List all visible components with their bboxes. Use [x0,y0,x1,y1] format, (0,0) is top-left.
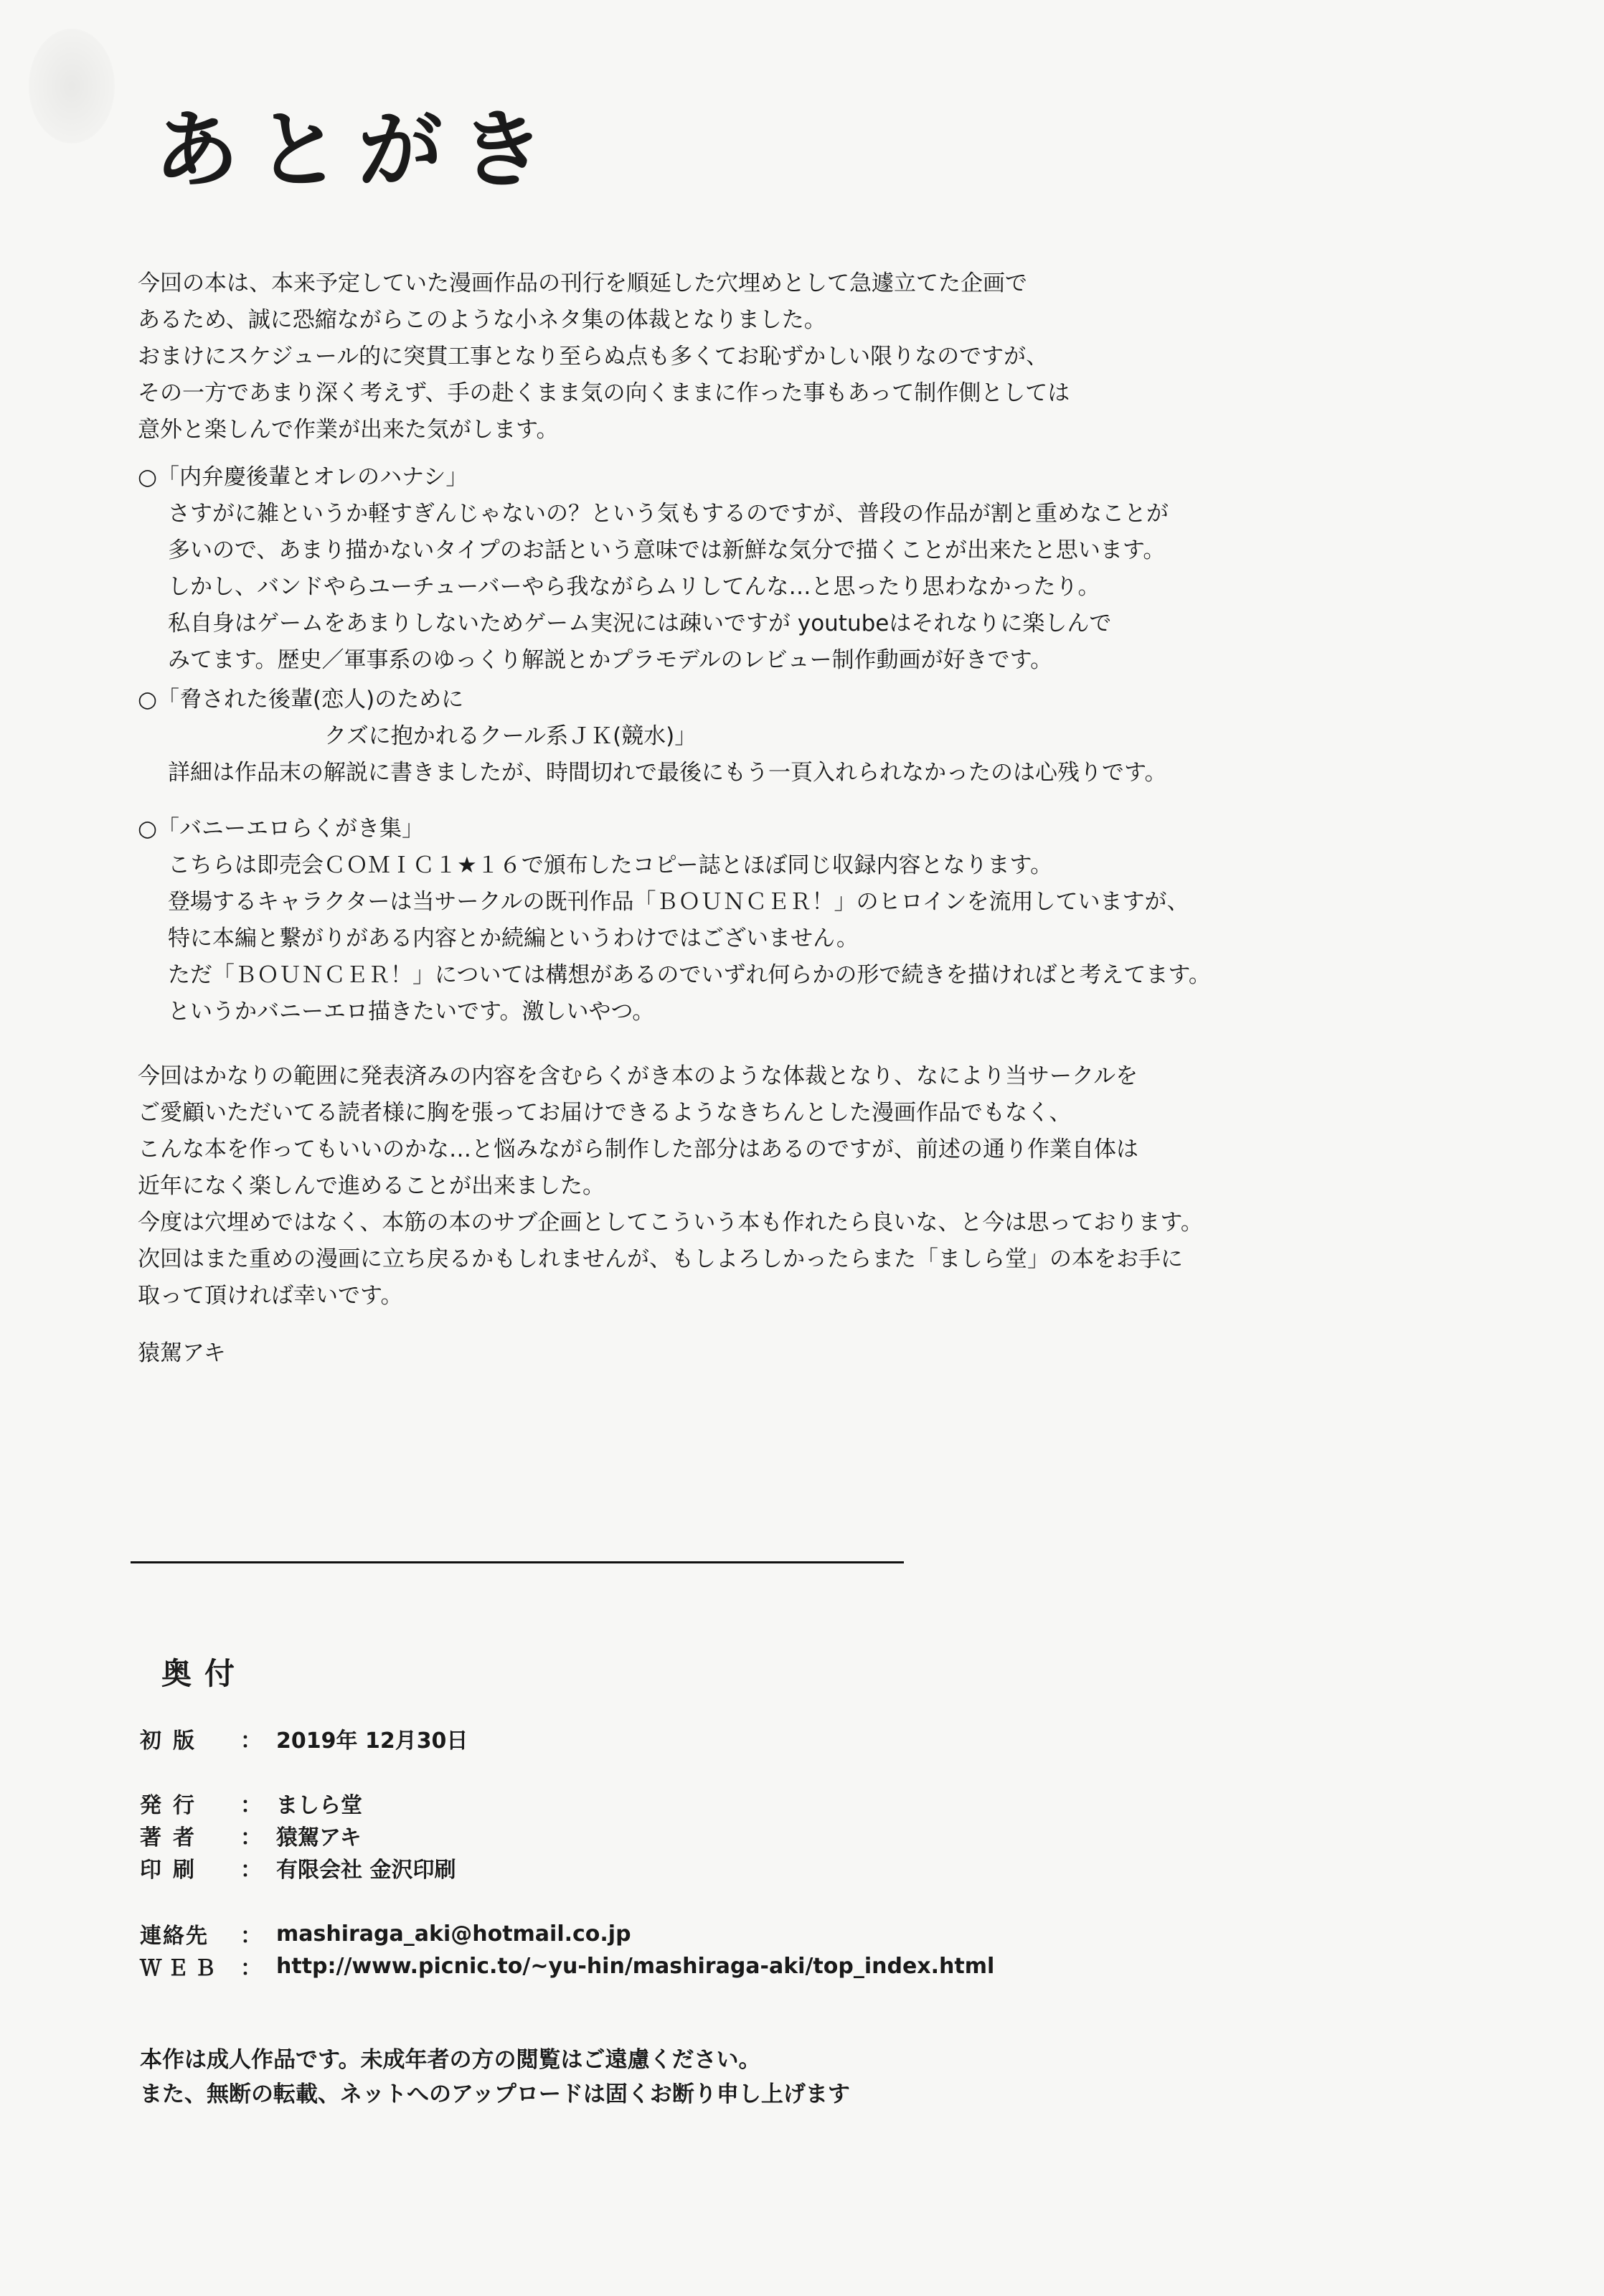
reprint-notice: また、無断の転載、ネットへのアップロードは固くお断り申し上げます [140,2081,850,2107]
contact-label: 連絡先 [140,1924,209,1949]
author-label: 著者 [140,1825,206,1850]
colophon-row-contact [140,1917,631,1950]
printer-label: 印刷 [140,1858,206,1883]
publisher-label: 発行 [140,1793,206,1818]
printer-name: 有限会社 金沢印刷 [276,1858,456,1883]
colophon-row-printer [140,1851,456,1884]
colophon-row-publisher [140,1787,362,1820]
section-line: というかバニーエロ描きたいです。激しいやつ。 [168,999,655,1025]
section-naibenkei [138,459,1501,679]
section-line: 私自身はゲームをあまりしないためゲーム実況には疎いですが youtubeはそれなりに楽しんで [168,611,1112,636]
closing-line: こんな本を作ってもいいのかな…と悩みながら制作した部分はあるのですが、前述の通り作業自体は [138,1137,1138,1162]
colophon-row-author [140,1819,362,1852]
contact-email[interactable]: mashiraga_aki@hotmail.co.jp [276,1921,631,1947]
section-line: 特に本編と繋がりがある内容とか続編というわけではございません。 [168,926,859,951]
web-label: ＷＥＢ [140,1956,222,1981]
separator: ： [240,1924,262,1949]
closing-line: ご愛顧いただいてる読者様に胸を張ってお届けできるようなきちんとした漫画作品でもなく、 [138,1100,1072,1126]
section-title-continued: クズに抱かれるクール系ＪＫ(競水)」 [324,723,697,749]
section-title: ○「内弁慶後輩とオレのハナシ」 [138,464,468,490]
section-line: ただ「ＢＯＵＮＣＥＲ！」については構想があるのでいずれ何らかの形で続きを描ければと考えてます。 [168,962,1211,988]
section-body [138,496,1501,679]
closing-line: 近年になく楽しんで進めることが出来ました。 [138,1173,605,1199]
section-line: 詳細は作品末の解説に書きましたが、時間切れで最後にもう一頁入れられなかったのは心残りです。 [168,760,1167,786]
first-edition-label: 初版 [140,1728,206,1754]
colophon-row-first-edition [140,1722,468,1755]
section-line: こちらは即売会ＣＯＭＩＣ１★１６で頒布したコピー誌とほぼ同じ収録内容となります。 [168,852,1053,878]
section-body [138,755,1501,791]
section-odosareta [138,682,1501,791]
intro-line: その一方であまり深く考えず、手の赴くまま気の向くままに作った事もあって制作側としては [138,380,1070,406]
afterword-heading: あとがき [154,100,562,199]
author-signature: 猿駕アキ [138,1340,226,1366]
section-line: みてます。歴史／軍事系のゆっくり解説とかプラモデルのレビュー制作動画が好きです。 [168,647,1053,673]
closing-line: 取って頂ければ幸いです。 [138,1283,403,1309]
intro-line: 今回の本は、本来予定していた漫画作品の刊行を順延した穴埋めとして急遽立てた企画で [138,270,1027,296]
separator: ： [240,1825,262,1850]
intro-line: 意外と楽しんで作業が出来た気がします。 [138,417,559,443]
closing-paragraph [138,1058,1501,1314]
section-title: ○「脅された後輩(恋人)のために [138,687,464,712]
section-bunny [138,811,1501,1030]
separator: ： [240,1793,262,1818]
intro-line: おまけにスケジュール的に突貫工事となり至らぬ点も多くてお恥ずかしい限りなのですが、 [138,344,1049,370]
separator: ： [240,1728,262,1754]
divider-rule [131,1561,904,1563]
colophon-row-web [140,1949,994,1982]
section-line: しかし、バンドやらユーチューバーやら我ながらムリしてんな…と思ったり思わなかったり。 [168,574,1100,600]
publisher-name: ましら堂 [276,1793,362,1818]
separator: ： [240,1858,262,1883]
paper-smudge [29,29,115,144]
colophon-title: 奥付 [161,1656,248,1691]
author-name: 猿駕アキ [276,1825,362,1850]
section-body [138,847,1501,1030]
section-line: 登場するキャラクターは当サークルの既刊作品「ＢＯＵＮＣＥＲ！」のヒロインを流用していますが、 [168,889,1189,915]
closing-line: 今回はかなりの範囲に発表済みの内容を含むらくがき本のような体裁となり、なにより当サークルを [138,1063,1138,1089]
adult-notice: 本作は成人作品です。未成年者の方の閲覧はご遠慮ください。 [140,2047,761,2073]
intro-line: あるため、誠に恐縮ながらこのような小ネタ集の体裁となりました。 [138,307,826,333]
intro-paragraph [138,265,1501,448]
closing-line: 今度は穴埋めではなく、本筋の本のサブ企画としてこういう本も作れたら良いな、と今は思っております。 [138,1210,1203,1236]
first-edition-date: 2019年 12月30日 [276,1728,468,1754]
section-line: 多いので、あまり描かないタイプのお話という意味では新鮮な気分で描くことが出来たと思います。 [168,537,1166,563]
section-line: さすがに雑というか軽すぎんじゃないの？という気もするのですが、普段の作品が割と重めなことが [168,501,1169,527]
closing-line: 次回はまた重めの漫画に立ち戻るかもしれませんが、もしよろしかったらまた「ましら堂」の本をお手に [138,1246,1183,1272]
separator: ： [240,1956,262,1981]
section-title: ○「バニーエロらくがき集」 [138,816,425,842]
web-url[interactable]: http://www.picnic.to/~yu-hin/mashiraga-aki/top_index.html [276,1953,995,1979]
